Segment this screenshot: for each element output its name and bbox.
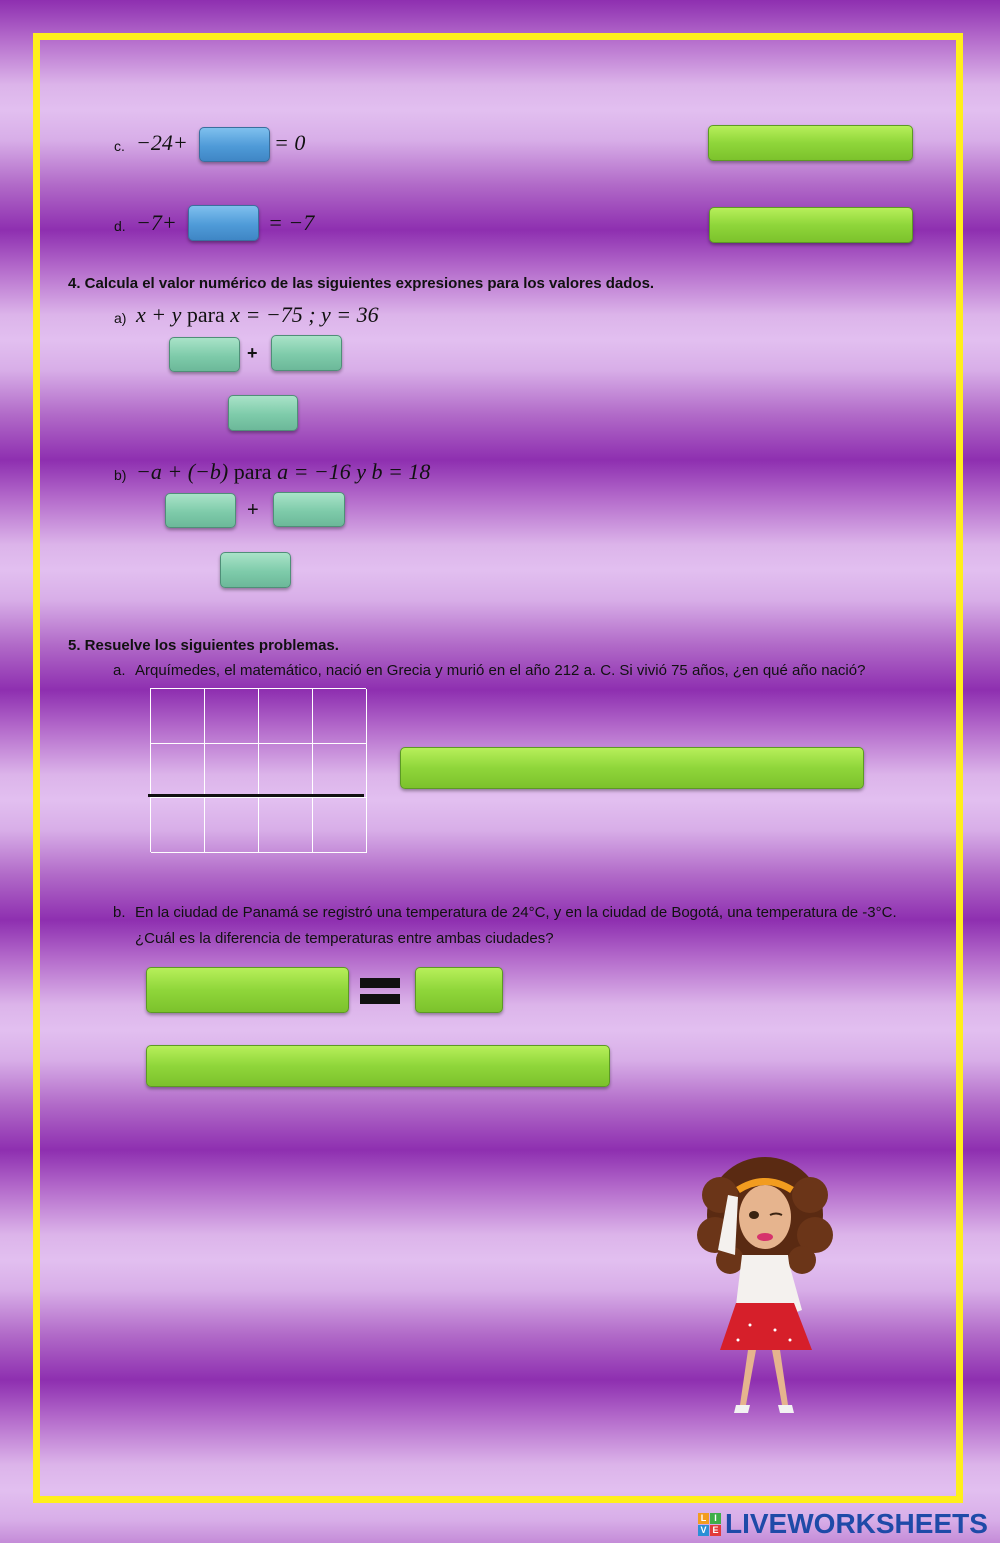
item-4a-label: a) <box>114 310 127 326</box>
item-4b-term1-box[interactable] <box>165 493 236 528</box>
problem-5a-text: Arquímedes, el matemático, nació en Grecia y murió en el año 212 a. C. Si vivió 75 años, ¿en qué año nació? <box>135 662 866 679</box>
logo-text: LIVEWORKSHEETS <box>725 1508 988 1539</box>
section-4-heading: 4. Calcula el valor numérico de las siguientes expresiones para los valores dados. <box>68 275 655 292</box>
logo-blocks-icon: L I V E <box>698 1513 721 1536</box>
item-4a-expression: x + y para x = −75 ; y = 36 <box>136 302 379 327</box>
item-4a-plus-sign: + <box>247 343 258 363</box>
item-4b-label: b) <box>114 467 127 483</box>
item-4b-plus-sign: + <box>247 499 259 521</box>
problem-5a-label: a. <box>113 662 126 679</box>
item-4b-result-box[interactable] <box>220 552 291 588</box>
item-d-result-box[interactable] <box>709 207 913 243</box>
item-4a-term1-box[interactable] <box>169 337 240 372</box>
equals-sign-bottom <box>360 994 400 1004</box>
item-c-result-box[interactable] <box>708 125 913 161</box>
problem-5b-operation-box[interactable] <box>146 967 349 1013</box>
problem-5b-label: b. <box>113 904 126 921</box>
section-5-heading: 5. Resuelve los siguientes problemas. <box>68 637 339 654</box>
problem-5a-answer-box[interactable] <box>400 747 864 789</box>
liveworksheets-logo <box>698 1508 988 1540</box>
item-d-left: −7+ <box>136 210 177 235</box>
item-4b-expression: −a + (−b) para a = −16 y b = 18 <box>136 459 431 484</box>
equals-sign-top <box>360 978 400 988</box>
problem-5b-text-line2: ¿Cuál es la diferencia de temperaturas entre ambas ciudades? <box>135 930 554 947</box>
item-c-left: −24+ <box>136 130 188 155</box>
problem-5b-answer-box[interactable] <box>146 1045 610 1087</box>
item-c-right: = 0 <box>274 130 306 155</box>
problem-5b-result-box[interactable] <box>415 967 503 1013</box>
avatar-girl-icon <box>690 1155 840 1420</box>
item-4a-term2-box[interactable] <box>271 335 342 371</box>
item-d-label: d. <box>114 218 126 234</box>
item-4a-result-box[interactable] <box>228 395 298 431</box>
item-d-answer-box[interactable] <box>188 205 259 241</box>
item-d-right: = −7 <box>268 210 315 235</box>
problem-5b-text-line1: En la ciudad de Panamá se registró una temperatura de 24°C, y en la ciudad de Bogotá, una temperatura de -3°C. <box>135 904 897 921</box>
item-c-answer-box[interactable] <box>199 127 270 162</box>
item-c-label: c. <box>114 138 125 154</box>
grid-operation-line <box>148 794 364 797</box>
calculation-grid <box>150 688 366 852</box>
item-4b-term2-box[interactable] <box>273 492 345 527</box>
